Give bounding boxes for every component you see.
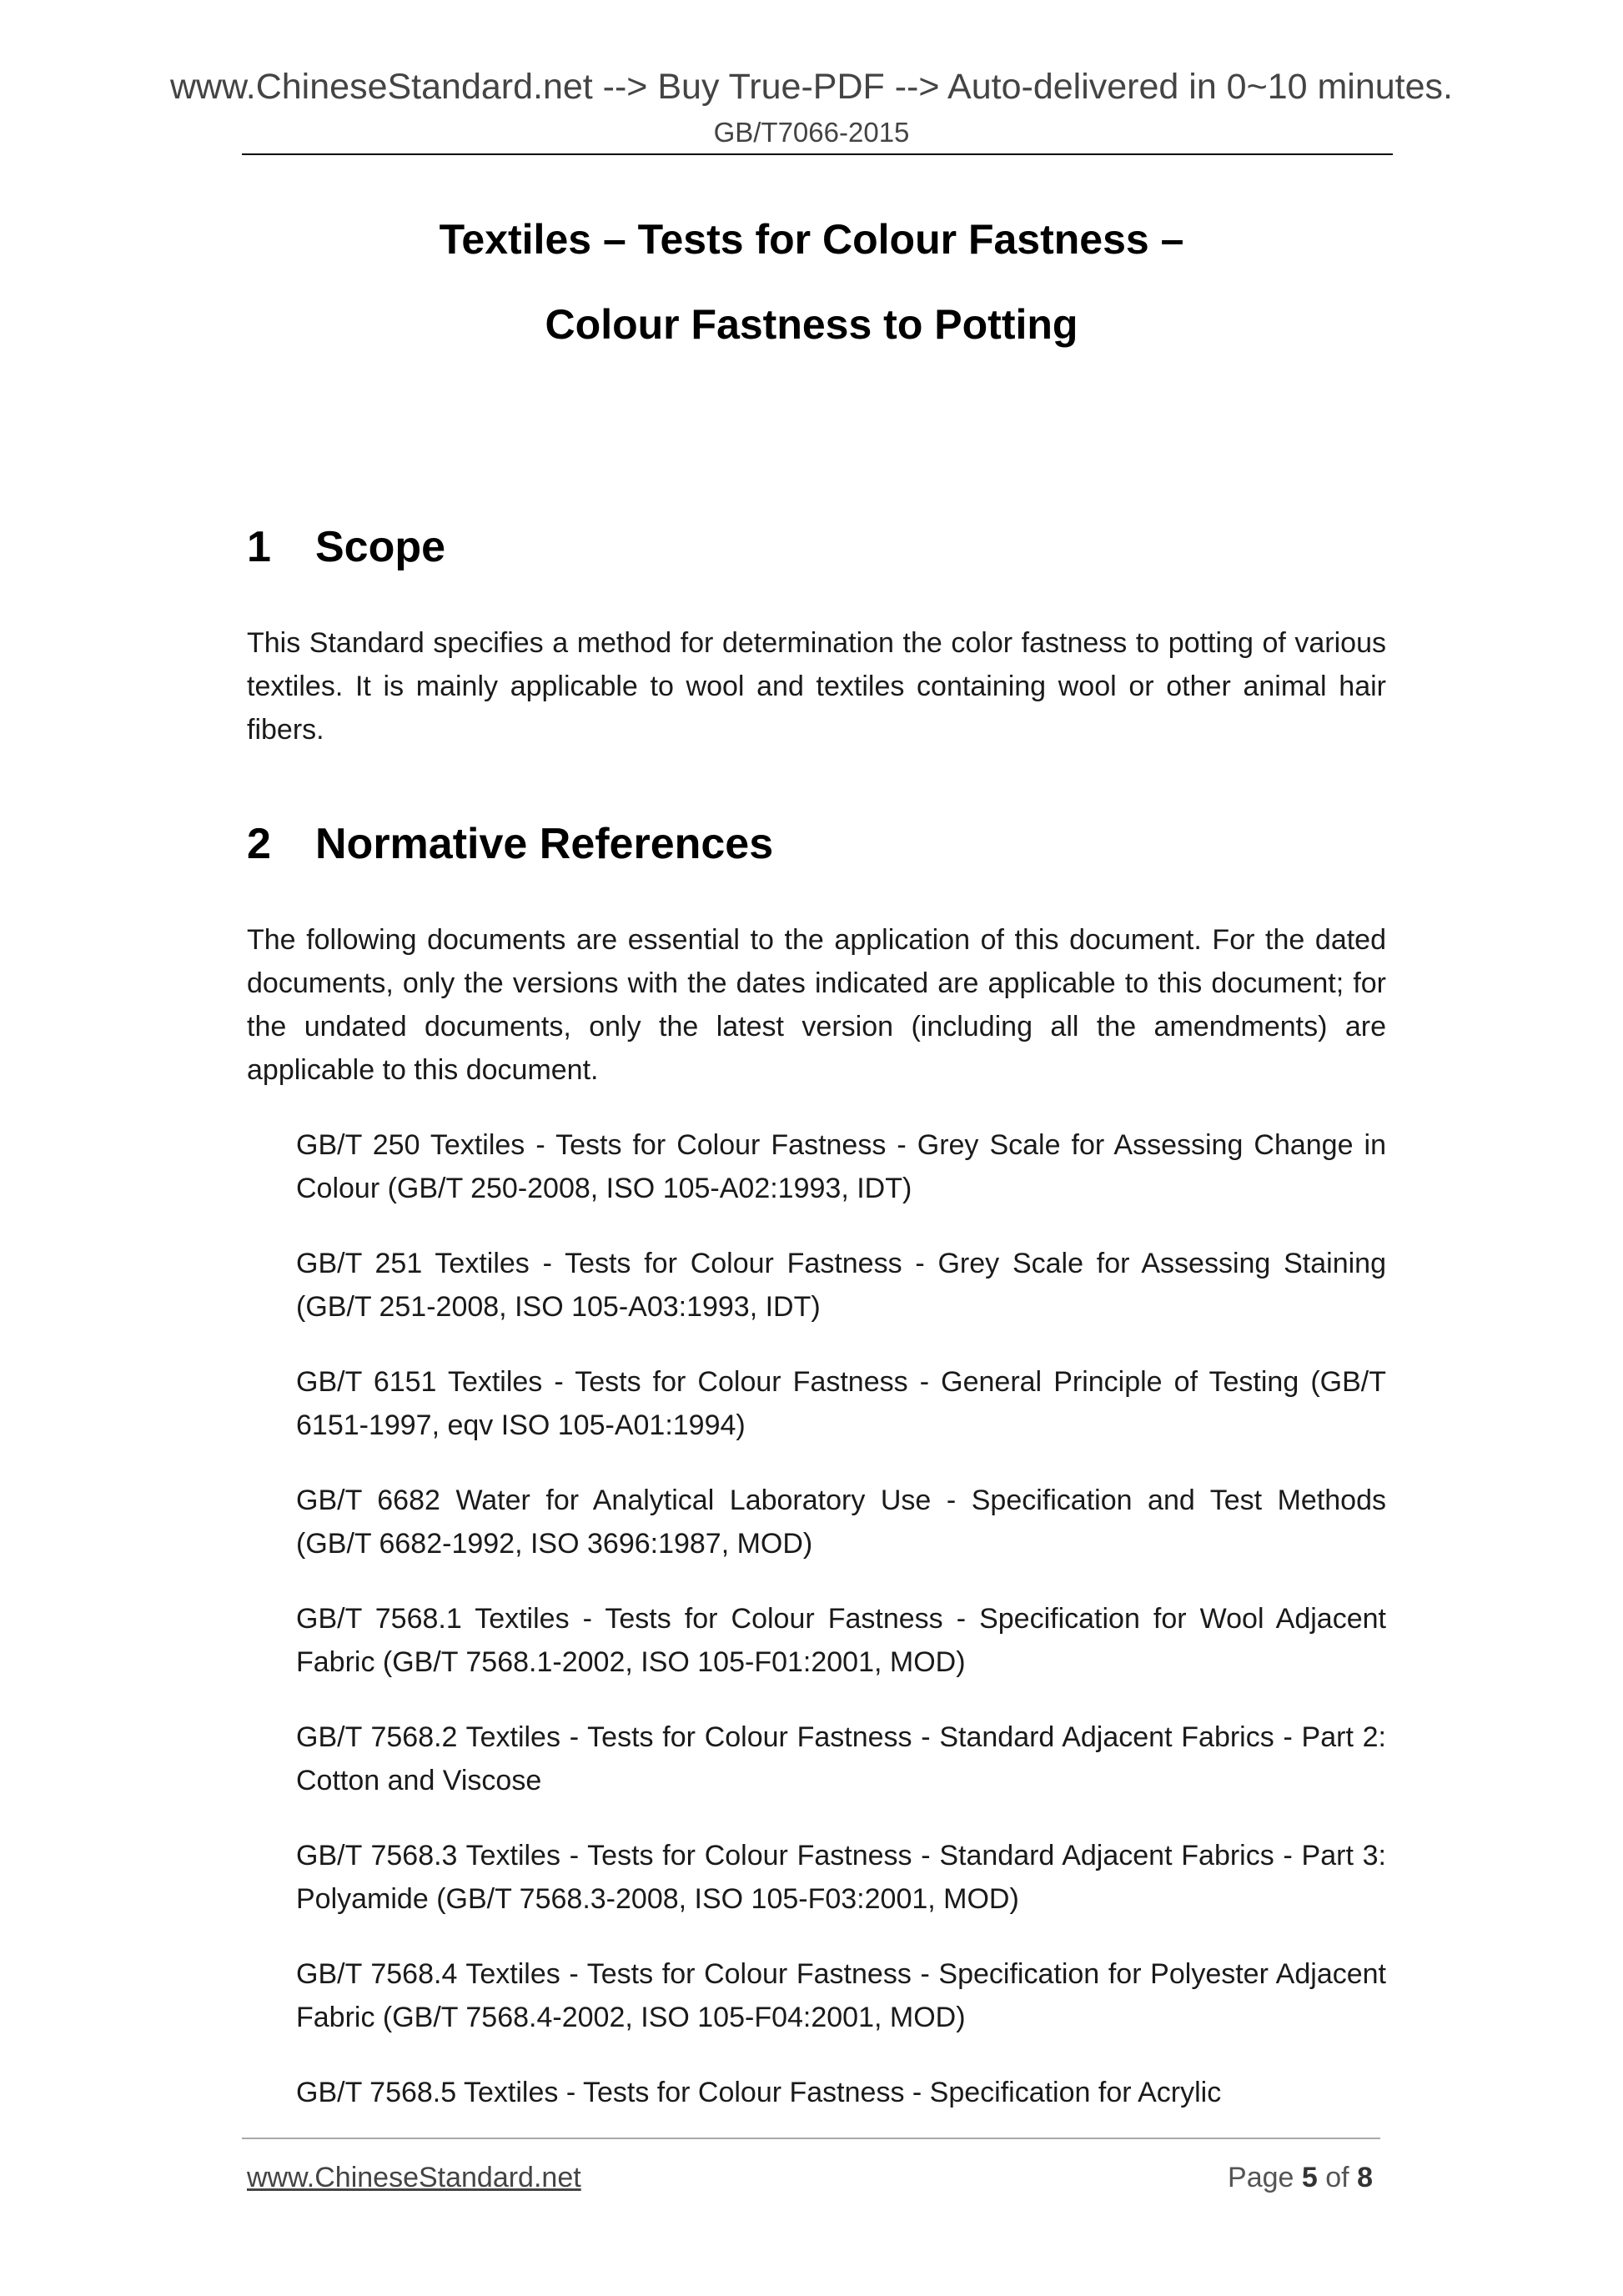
reference-item: GB/T 6682 Water for Analytical Laboratory Use - Specification and Test Methods (GB/T 6682-1992, ISO 3696:1987, MOD) bbox=[296, 1485, 1386, 1560]
document-title-line-2: Colour Fastness to Potting bbox=[545, 301, 1078, 348]
page-of-label: of bbox=[1325, 2162, 1349, 2193]
reference-list bbox=[296, 1123, 1386, 2114]
reference-item: GB/T 7568.1 Textiles - Tests for Colour Fastness - Specification for Wool Adjacent Fabric (GB/T 7568.1-2002, ISO 105-F01:2001, MOD) bbox=[296, 1603, 1386, 1678]
reference-item: GB/T 7568.3 Textiles - Tests for Colour Fastness - Standard Adjacent Fabrics - Part 3: Polyamide (GB/T 7568.3-2008, ISO 105-F03:2001, MOD) bbox=[296, 1840, 1386, 1915]
document-title-line-1: Textiles – Tests for Colour Fastness – bbox=[439, 216, 1184, 263]
normative-references-paragraph: The following documents are essential to the application of this document. For the dated documents, only the versions with the dates indicated are applicable to this document; for the undated documents, only the latest version (including all the amendments) are applicable to this document. bbox=[247, 924, 1386, 1086]
section-title: Scope bbox=[315, 523, 446, 571]
footer-divider bbox=[242, 2138, 1380, 2139]
page-indicator bbox=[1228, 2162, 1373, 2194]
reference-item: GB/T 7568.2 Textiles - Tests for Colour Fastness - Standard Adjacent Fabrics - Part 2: Cotton and Viscose bbox=[296, 1721, 1386, 1796]
page-label: Page bbox=[1228, 2162, 1294, 2193]
promo-banner: www.ChineseStandard.net --> Buy True-PDF --> Auto-delivered in 0~10 minutes. bbox=[169, 67, 1453, 107]
section-number: 1 bbox=[247, 523, 271, 571]
section-heading-scope bbox=[247, 522, 445, 572]
scope-paragraph: This Standard specifies a method for determination the color fastness to potting of various textiles. It is mainly applicable to wool and textiles containing wool or other animal hair fibers. bbox=[247, 627, 1386, 746]
reference-item: GB/T 250 Textiles - Tests for Colour Fastness - Grey Scale for Assessing Change in Colour (GB/T 250-2008, ISO 105-A02:1993, IDT) bbox=[296, 1129, 1386, 1204]
header-divider bbox=[242, 153, 1393, 155]
section-number: 2 bbox=[247, 820, 271, 868]
reference-item: GB/T 6151 Textiles - Tests for Colour Fastness - General Principle of Testing (GB/T 6151-1997, eqv ISO 105-A01:1994) bbox=[296, 1366, 1386, 1441]
footer-site-link[interactable]: www.ChineseStandard.net bbox=[247, 2162, 581, 2193]
reference-item: GB/T 7568.4 Textiles - Tests for Colour Fastness - Specification for Polyester Adjacent Fabric (GB/T 7568.4-2002, ISO 105-F04:2001, MOD) bbox=[296, 1958, 1386, 2033]
current-page-number: 5 bbox=[1301, 2162, 1318, 2193]
reference-item: GB/T 251 Textiles - Tests for Colour Fastness - Grey Scale for Assessing Staining (GB/T 251-2008, ISO 105-A03:1993, IDT) bbox=[296, 1248, 1386, 1323]
section-heading-normative-references bbox=[247, 819, 773, 869]
section-title: Normative References bbox=[315, 820, 774, 868]
total-page-count: 8 bbox=[1357, 2162, 1373, 2193]
standard-code: GB/T7066-2015 bbox=[713, 117, 910, 148]
reference-item: GB/T 7568.5 Textiles - Tests for Colour Fastness - Specification for Acrylic bbox=[296, 2077, 1222, 2108]
